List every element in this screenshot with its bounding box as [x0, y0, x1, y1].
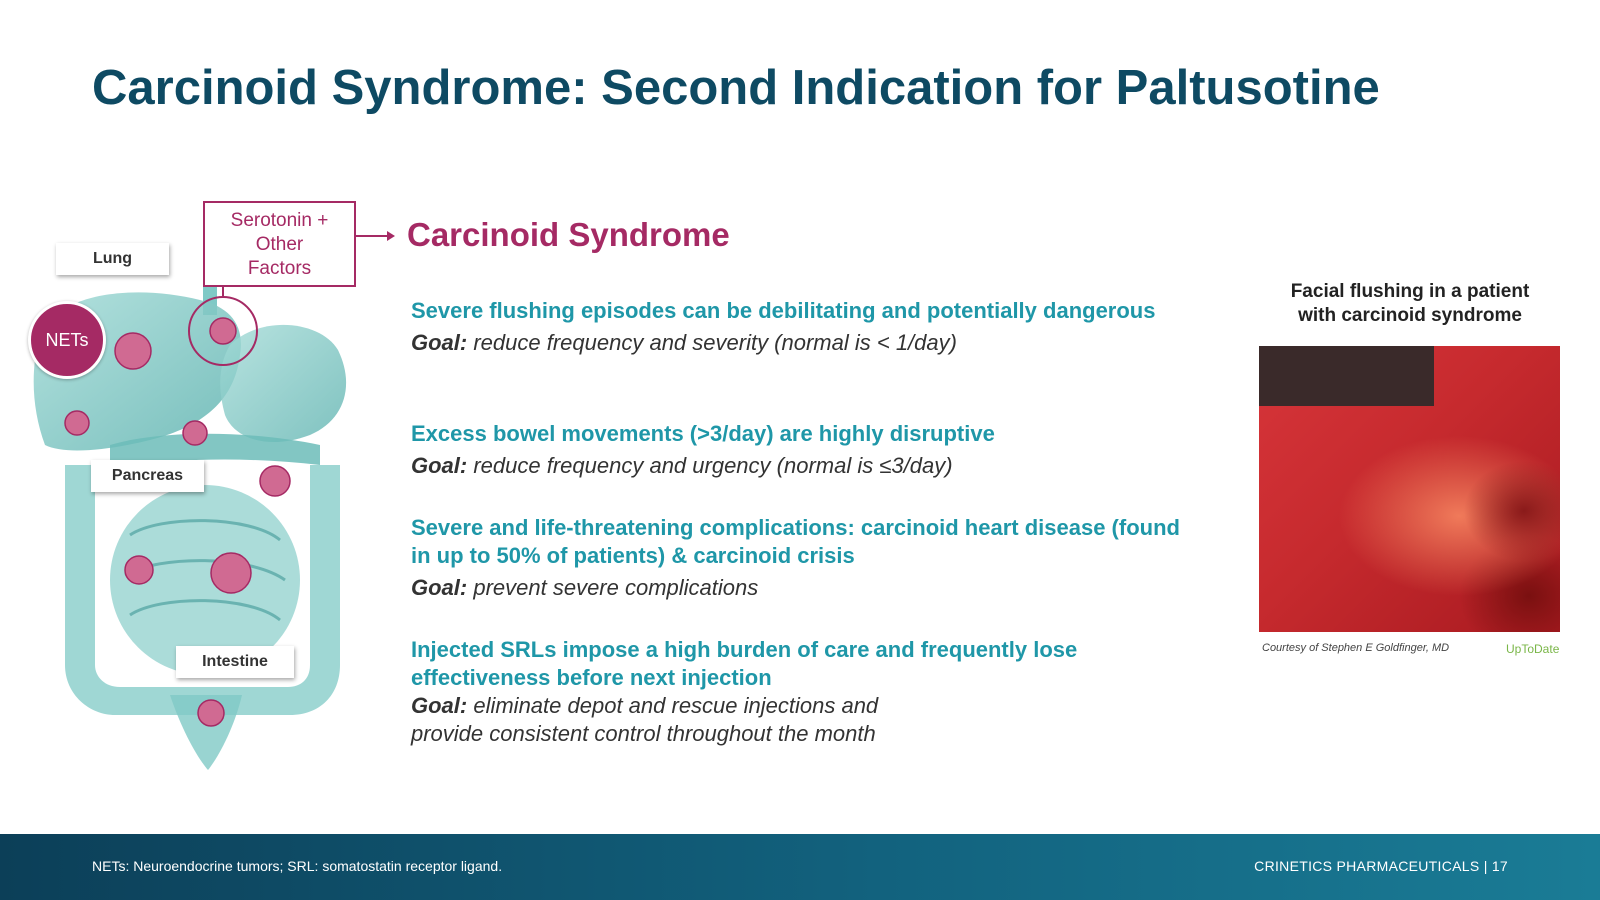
goal-label: Goal:	[411, 330, 468, 355]
serotonin-line-3: Factors	[247, 258, 312, 279]
photo-credit: Courtesy of Stephen E Goldfinger, MD	[1262, 642, 1450, 654]
goal-text: reduce frequency and urgency (normal is ≤3/day)	[467, 453, 953, 478]
point-goal	[411, 329, 1155, 357]
section-title: Carcinoid Syndrome	[407, 216, 730, 253]
serotonin-line-2: Other	[255, 234, 304, 255]
goal-label: Goal:	[411, 693, 468, 718]
footer-bar	[0, 834, 1600, 900]
goal-text: reduce frequency and severity (normal is < 1/day)	[467, 330, 957, 355]
point-heading: Severe and life-threatening complications: carcinoid heart disease (found in up to 50% of patients) & carcinoid crisis	[411, 515, 1180, 568]
point-heading: Severe flushing episodes can be debilitating and potentially dangerous	[411, 298, 1156, 323]
photo-caption-line-1: Facial flushing in a patient	[1290, 281, 1530, 302]
point-bowel	[411, 420, 995, 480]
point-injections	[411, 636, 1201, 748]
goal-label: Goal:	[411, 453, 468, 478]
censor-bar	[1259, 346, 1434, 406]
uptodate-logo: UpToDate	[1506, 642, 1560, 656]
page-number: | 17	[1483, 858, 1508, 874]
point-goal	[411, 452, 995, 480]
serotonin-factors-box	[203, 201, 356, 287]
point-heading: Injected SRLs impose a high burden of care and frequently lose effectiveness before next injection	[411, 637, 1078, 690]
point-goal	[411, 692, 1201, 748]
goal-text: eliminate depot and rescue injections and	[467, 693, 879, 718]
point-flushing	[411, 297, 1155, 357]
facial-flushing-photo	[1259, 346, 1560, 632]
point-goal	[411, 574, 1201, 602]
organ-label-lung: Lung	[56, 243, 169, 275]
photo-caption	[1255, 280, 1565, 328]
point-heading: Excess bowel movements (>3/day) are highly disruptive	[411, 421, 995, 446]
company-name: CRINETICS PHARMACEUTICALS	[1254, 858, 1480, 874]
arrow-right-icon	[355, 228, 395, 244]
nets-badge: NETs	[28, 301, 106, 379]
organ-label-intestine: Intestine	[176, 646, 294, 678]
goal-text: prevent severe complications	[467, 575, 759, 600]
point-complications	[411, 514, 1201, 602]
footnote: NETs: Neuroendocrine tumors; SRL: somatostatin receptor ligand.	[92, 858, 503, 874]
goal-label: Goal:	[411, 575, 468, 600]
slide-title: Carcinoid Syndrome: Second Indication for Paltusotine	[92, 61, 1380, 115]
organ-label-pancreas: Pancreas	[91, 460, 204, 492]
serotonin-line-1: Serotonin +	[230, 210, 329, 231]
photo-caption-line-2: with carcinoid syndrome	[1298, 305, 1522, 326]
goal-text-continued: provide consistent control throughout the month	[411, 721, 876, 746]
stomach-shape	[220, 325, 346, 442]
footer-company	[1254, 858, 1508, 874]
